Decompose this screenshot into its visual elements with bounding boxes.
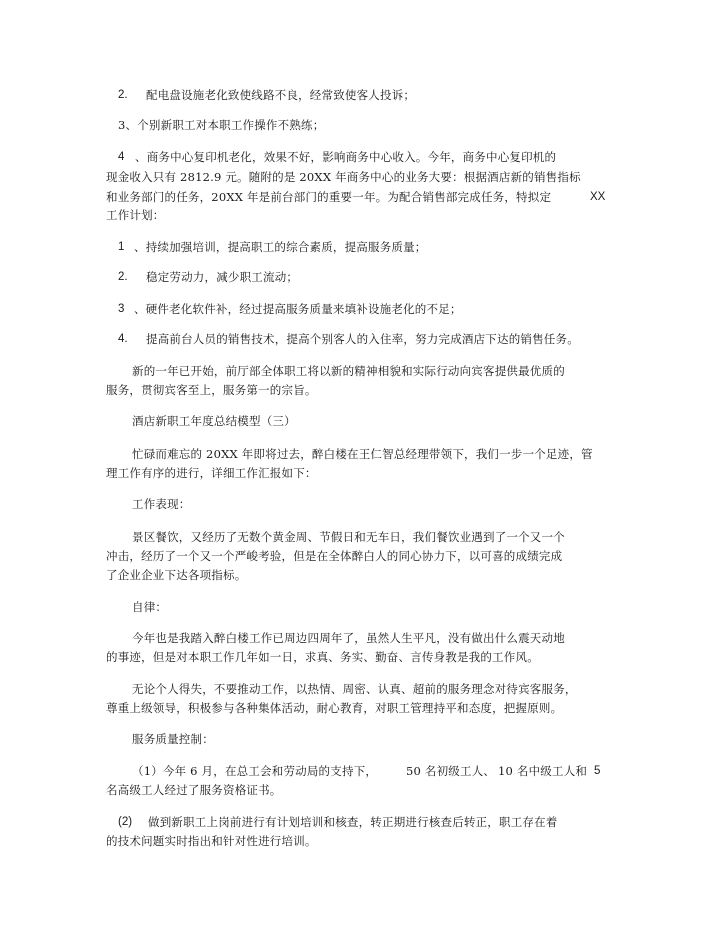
issue-4-tail: XX [590, 191, 606, 203]
plan-4-text: 提高前台人员的销售技术，提高个别客人的入住率，努力完成酒店下达的销售任务。 [146, 332, 579, 346]
quality-item-1-mid2: 10 名中级工人和 [498, 764, 588, 778]
plan-2-text: 稳定劳动力，减少职工流动； [146, 270, 299, 284]
attitude-line-2: 尊重上级领导，积极参与各种集体活动，耐心教育，对职工管理持平和态度，把握原则。 [106, 701, 563, 715]
performance-line-2: 冲击，经历了一个又一个严峻考验，但是在全体醉白人的同心协力下，以可喜的成绩完成 [106, 549, 563, 563]
plan-3-number: 3 [118, 303, 125, 315]
quality-item-2-number: (2) [118, 816, 133, 828]
heading-performance: 工作表现： [132, 497, 191, 511]
plan-1-number: 1 [118, 241, 125, 253]
plan-3-text: 、硬件老化软件补，经过提高服务质量来填补设施老化的不足； [134, 302, 462, 316]
issue-4-line-3: 和业务部门的任务，20XX 年是前台部门的重要一年。为配合销售部完成任务，特拟定 [106, 190, 552, 204]
plan-4-number: 4. [118, 333, 128, 345]
issue-4-line-2: 现金收入只有 2812.9 元。随附的是 20XX 年商务中心的业务大要：根据酒店新的销售指标 [106, 170, 581, 184]
performance-line-3: 了企业企业下达各项指标。 [106, 568, 247, 582]
quality-item-1-mid1: 50 名初级工人、 [406, 764, 496, 778]
plan-1-text: 、持续加强培训，提高职工的综合素质，提高服务质量； [134, 240, 427, 254]
issue-4-line-4: 工作计划： [106, 208, 165, 222]
issue-4-number: 4 [118, 151, 125, 163]
discipline-line-2: 的事迹，但是对本职工作几年如一日，求真、务实、勤奋、言传身教是我的工作风。 [106, 650, 539, 664]
quality-item-1-mid3: 5 [594, 765, 601, 777]
quality-item-2-line-1: 做到新职工上岗前进行有计划培训和核查，转正期进行核查后转正，职工存在着 [148, 815, 558, 829]
issue-4-line-1: 、商务中心复印机老化，效果不好，影响商务中心收入。今年，商务中心复印机的 [135, 150, 557, 164]
attitude-line-1: 无论个人得失，不要推动工作，以热情、周密、认真、超前的服务理念对待宾客服务， [132, 682, 577, 696]
closing-line-1: 新的一年已开始，前厅部全体职工将以新的精神相貌和实际行动向宾客提供最优质的 [132, 364, 565, 378]
issue-3-text: 3、个别新职工对本职工作操作不熟练； [118, 118, 325, 132]
closing-line-2: 服务，贯彻宾客至上，服务第一的宗旨。 [106, 383, 317, 397]
heading-discipline: 自律： [132, 600, 168, 614]
performance-line-1: 景区餐饮，又经历了无数个黄金周、节假日和无车日，我们餐饮业遇到了一个又一个 [132, 530, 565, 544]
quality-item-2-line-2: 的技术问题实时指出和针对性进行培训。 [106, 834, 317, 848]
quality-item-1-prefix: （1）今年 6 月，在总工会和劳动局的支持下， [132, 764, 378, 778]
intro-line-1: 忙碌而难忘的 20XX 年即将过去，醉白楼在王仁智总经理带领下，我们一步一个足迹，管 [132, 447, 593, 461]
intro-line-2: 理工作有序的进行，详细工作汇报如下： [106, 466, 317, 480]
section-title: 酒店新职工年度总结模型（三） [132, 414, 296, 428]
discipline-line-1: 今年也是我踏入醉白楼工作已周边四周年了，虽然人生平凡，没有做出什么震天动地 [132, 631, 565, 645]
issue-2-text: 配电盘设施老化致使线路不良，经常致使客人投诉； [146, 88, 416, 102]
quality-item-1-line-2: 名高级工人经过了服务资格证书。 [106, 783, 282, 797]
heading-quality: 服务质量控制： [132, 732, 214, 746]
plan-2-number: 2. [118, 271, 128, 283]
issue-2-number: 2. [118, 89, 128, 101]
